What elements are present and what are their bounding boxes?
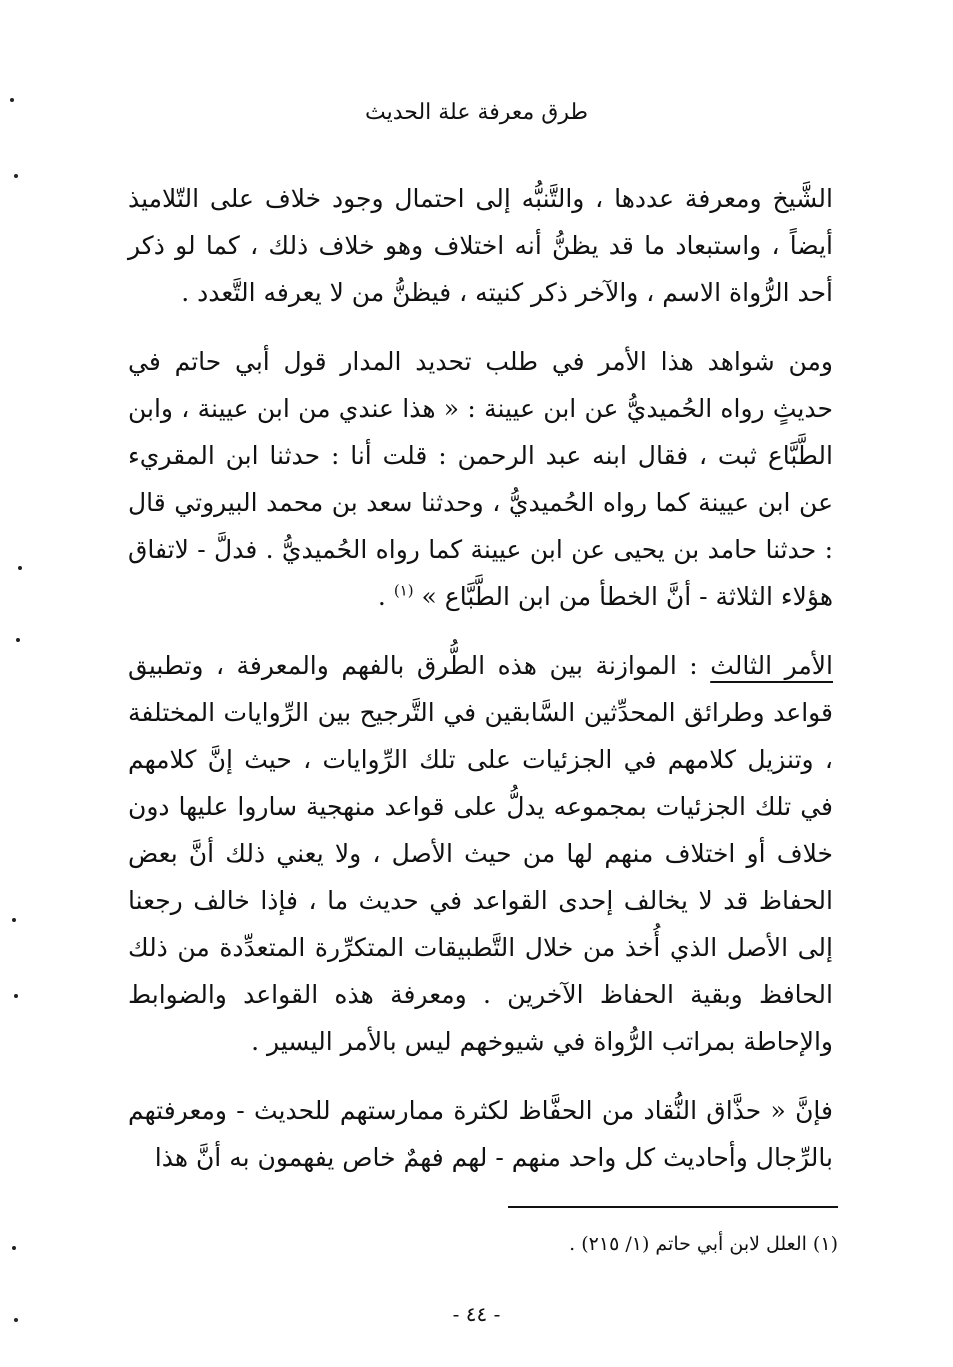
paragraph-1: الشَّيخ ومعرفة عددها ، والتَّنبُّه إلى احتمال وجود خلاف على التّلاميذ أيضاً ، واستبعاد ما قد يظنُّ أنه اختلاف وهو خلاف ذلك ، كما لو ذكر أحد الرُّواة الاسم ، والآخر ذكر كنيته ، فيظنُّ من لا يعرفه التَّعدد . <box>128 184 833 307</box>
scan-speck <box>12 1246 16 1250</box>
running-head: طرق معرفة علة الحديث <box>364 100 589 125</box>
body-text <box>128 175 833 1203</box>
paragraph-2 <box>128 338 833 620</box>
footnote-reference[interactable]: (١) <box>393 581 414 600</box>
section-lead-heading: الأمر الثالث <box>710 651 833 680</box>
paragraph-4: فإنَّ « حذَّاق النُّقاد من الحفَّاظ لكثرة ممارستهم للحديث - ومعرفتهم بالرِّجال وأحاديث كل واحد منهم - لهم فهمٌ خاص يفهمون به أنَّ هذا <box>128 1096 833 1172</box>
paragraph-2-end: . <box>377 582 394 611</box>
scan-speck <box>16 638 20 642</box>
footnote-separator <box>508 1206 838 1208</box>
scan-speck <box>10 98 14 102</box>
paragraph-2-text: ومن شواهد هذا الأمر في طلب تحديد المدار قول أبي حاتم في حديثٍ رواه الحُميديُّ عن ابن عيينة : « هذا عندي من ابن عيينة ، وابن الطَّبَّاع ثبت ، فقال ابنه عبد الرحمن : قلت أنا : حدثنا ابن المقريء عن ابن عيينة كما رواه الحُميديُّ ، وحدثنا سعد بن محمد البيروتي قال : حدثنا حامد بن يحيى عن ابن عيينة كما رواه الحُميديُّ . فدلَّ - لاتفاق هؤلاء الثلاثة - أنَّ الخطأ من ابن الطَّبَّاع » <box>128 347 833 611</box>
scan-speck <box>12 918 16 922</box>
scan-speck <box>14 174 18 178</box>
paragraph-3-text: : الموازنة بين هذه الطُّرق بالفهم والمعرفة ، وتطبيق قواعد وطرائق المحدِّثين السَّابقين في التَّرجيح بين الرِّوايات المختلفة ، وتنزيل كلامهم في الجزئيات على تلك الرِّوايات ، حيث إنَّ كلامهم في تلك الجزئيات بمجموعه يدلُّ على قواعد منهجية ساروا عليها دون خلاف أو اختلاف منهم لها من حيث الأصل ، ولا يعني ذلك أنَّ بعض الحفاظ قد لا يخالف إحدى القواعد في حديث ما ، فإذا خالف رجعنا إلى الأصل الذي أُخذ من خلال التَّطبيقات المتكرِّرة المتعدِّدة من ذلك الحافظ وبقية الحفاظ الآخرين . ومعرفة هذه القواعد والضوابط والإحاطة بمراتب الرُّواة في شيوخهم ليس بالأمر اليسير . <box>128 651 833 1056</box>
paragraph-3 <box>128 642 833 1065</box>
footnote: (١) العلل لابن أبي حاتم (١/ ٢١٥) . <box>569 1233 838 1255</box>
page-number: - ٤٤ - <box>452 1302 501 1326</box>
scan-speck <box>18 566 22 570</box>
scan-speck <box>14 994 18 998</box>
scan-speck <box>14 1318 18 1322</box>
